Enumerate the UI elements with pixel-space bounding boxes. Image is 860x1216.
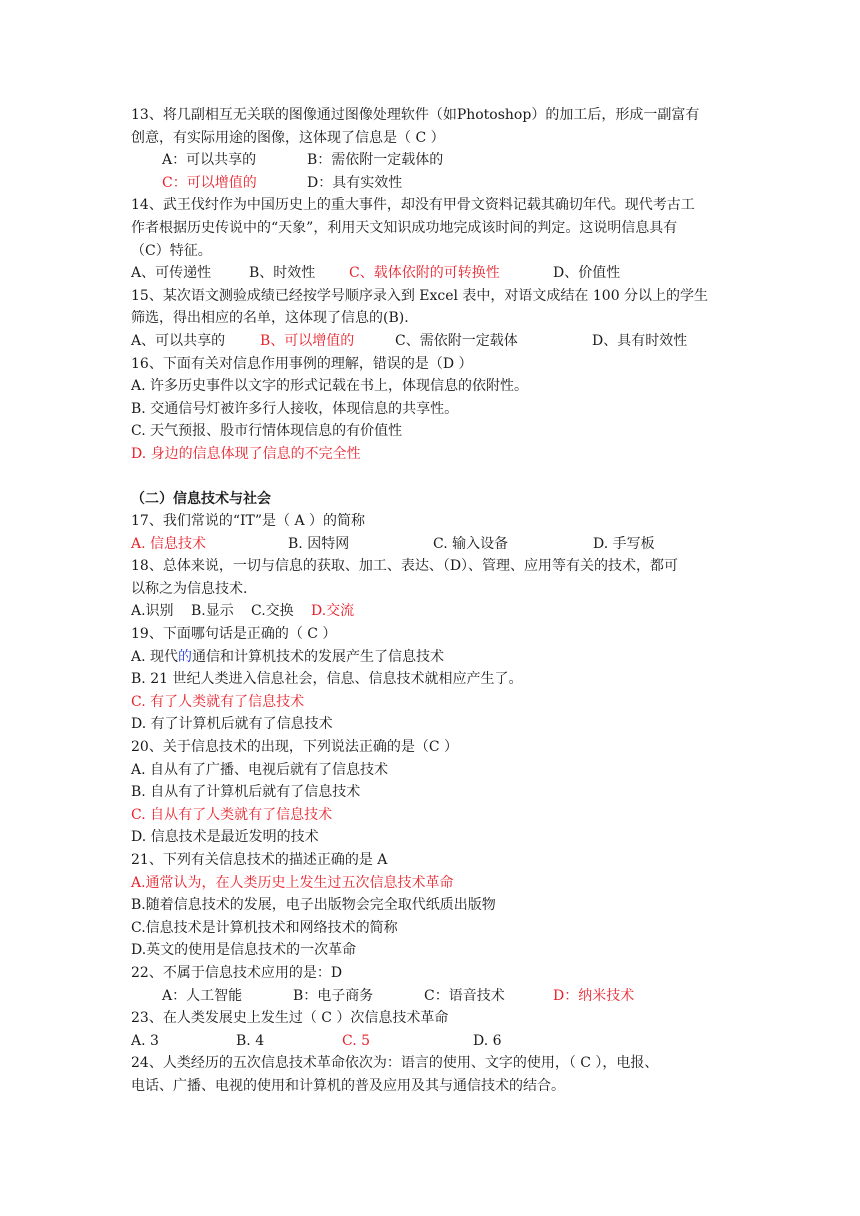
q21-option-c: C.信息技术是计算机技术和网络技术的简称 — [131, 919, 398, 936]
q22-options-row — [131, 985, 760, 1008]
q14-options-row — [131, 262, 760, 285]
q18-option-a: A.识别 — [131, 603, 174, 620]
q23-option-b: B. 4 — [236, 1032, 265, 1049]
q19-option-a — [131, 646, 760, 669]
q17-options-row — [131, 533, 760, 556]
q13-option-a: A：可以共享的 — [162, 152, 257, 169]
q19-option-a-rest: 通信和计算机技术的发展产生了信息技术 — [192, 648, 445, 665]
q18-option-b: B.显示 — [191, 603, 234, 620]
q19-option-a-prefix: A. 现代 — [131, 648, 179, 665]
q17-option-d: D. 手写板 — [593, 535, 655, 552]
q22-option-d-answer: D：纳米技术 — [553, 987, 635, 1004]
q21-option-d: D.英文的使用是信息技术的一次革命 — [131, 942, 357, 959]
q21-option-b: B.随着信息技术的发展，电子出版物会完全取代纸质出版物 — [131, 897, 496, 914]
q14-option-c-answer: C、载体依附的可转换性 — [349, 265, 500, 282]
q23-option-d: D. 6 — [473, 1032, 502, 1049]
q24-stem-line-2: 电话、广播、电视的使用和计算机的普及应用及其与通信技术的结合。 — [131, 1077, 565, 1094]
q22-option-a: A：人工智能 — [162, 987, 243, 1004]
q15-stem-line-1: 15、某次语文测验成绩已经按学号顺序录入到 Excel 表中，对语文成结在 100 分以上的学生 — [131, 287, 709, 304]
q14-option-b: B、时效性 — [249, 265, 316, 282]
q18-option-d-answer: D.交流 — [311, 603, 355, 620]
q16-option-a: A. 许多历史事件以文字的形式记载在书上，体现信息的依附性。 — [131, 378, 529, 395]
q13-option-b: B：需依附一定载体的 — [307, 152, 444, 169]
q19-stem: 19、下面哪句话是正确的（ C ） — [131, 626, 337, 643]
q15-option-d: D、具有时效性 — [592, 332, 688, 349]
q18-stem-line-2: 以称之为信息技术. — [131, 580, 248, 597]
q13-options-row-2 — [131, 172, 760, 195]
q18-stem-line-1: 18、总体来说，一切与信息的获取、加工、表达、（D）、管理、应用等有关的技术，都可 — [131, 558, 679, 575]
q20-option-a: A. 自从有了广播、电视后就有了信息技术 — [131, 761, 389, 778]
q20-stem: 20、关于信息技术的出现，下列说法正确的是（C ） — [131, 739, 458, 756]
q16-option-c: C. 天气预报、股市行情体现信息的有价值性 — [131, 423, 403, 440]
q14-stem-line-1: 14、武王伐纣作为中国历史上的重大事件，却没有甲骨文资料记载其确切年代。现代考古工 — [131, 197, 695, 214]
q21-option-a-answer: A.通常认为，在人类历史上发生过五次信息技术革命 — [131, 874, 454, 891]
q13-option-c-answer: C：可以增值的 — [162, 174, 257, 191]
q19-option-b: B. 21 世纪人类进入信息社会，信息、信息技术就相应产生了。 — [131, 671, 523, 688]
q15-option-c: C、需依附一定载体 — [395, 332, 518, 349]
q19-option-a-blue-char: 的 — [178, 648, 193, 665]
section-title: （二）信息技术与社会 — [131, 490, 271, 507]
q22-option-b: B：电子商务 — [293, 987, 374, 1004]
q16-stem: 16、下面有关对信息作用事例的理解，错误的是（D ） — [131, 355, 473, 372]
q14-option-a: A、可传递性 — [131, 265, 212, 282]
q14-stem-line-2: 作者根据历史传说中的“天象”，利用天文知识成功地完成该时间的判定。这说明信息具有 — [131, 219, 678, 236]
q15-options-row — [131, 330, 760, 353]
q20-option-b: B. 自从有了计算机后就有了信息技术 — [131, 784, 361, 801]
q15-option-a: A、可以共享的 — [131, 332, 226, 349]
q17-option-b: B. 因特网 — [288, 535, 350, 552]
q14-option-d: D、价值性 — [553, 265, 621, 282]
q13-stem-line-2: 创意，有实际用途的图像，这体现了信息是（ C ） — [131, 129, 445, 146]
q17-stem: 17、我们常说的“IT”是（ A ）的简称 — [131, 513, 366, 530]
q15-option-b-answer: B、可以增值的 — [260, 332, 355, 349]
q18-options-row — [131, 600, 760, 623]
q14-stem-line-3: （C）特征。 — [131, 242, 212, 259]
q24-stem-line-1: 24、人类经历的五次信息技术革命依次为：语言的使用、文字的使用，（ C ），电报、 — [131, 1055, 659, 1072]
q17-option-c: C. 输入设备 — [433, 535, 509, 552]
q17-option-a-answer: A. 信息技术 — [131, 535, 207, 552]
q23-stem: 23、在人类发展史上发生过（ C ）次信息技术革命 — [131, 1010, 449, 1027]
q20-option-d: D. 信息技术是最近发明的技术 — [131, 829, 319, 846]
q23-option-c-answer: C. 5 — [342, 1032, 371, 1049]
q18-option-c: C.交换 — [251, 603, 294, 620]
q15-stem-line-2: 筛选，得出相应的名单，这体现了信息的(B). — [131, 310, 409, 327]
q13-option-d: D：具有实效性 — [307, 174, 403, 191]
q19-option-d: D. 有了计算机后就有了信息技术 — [131, 716, 333, 733]
q16-option-d-answer: D. 身边的信息体现了信息的不完全性 — [131, 445, 361, 462]
q13-options-row-1 — [131, 149, 760, 172]
q13-stem-line-1: 13、将几副相互无关联的图像通过图像处理软件（如Photoshop）的加工后，形成一副富有 — [131, 107, 700, 123]
q21-stem: 21、下列有关信息技术的描述正确的是 A — [131, 852, 388, 868]
q16-option-b: B. 交通信号灯被许多行人接收，体现信息的共享性。 — [131, 400, 459, 417]
q22-stem: 22、不属于信息技术应用的是：D — [131, 964, 343, 981]
q20-option-c-answer: C. 自从有了人类就有了信息技术 — [131, 806, 333, 823]
q23-option-a: A. 3 — [131, 1032, 159, 1049]
q23-options-row — [131, 1030, 760, 1053]
q22-option-c: C：语音技术 — [424, 987, 505, 1004]
q19-option-c-answer: C. 有了人类就有了信息技术 — [131, 693, 305, 710]
